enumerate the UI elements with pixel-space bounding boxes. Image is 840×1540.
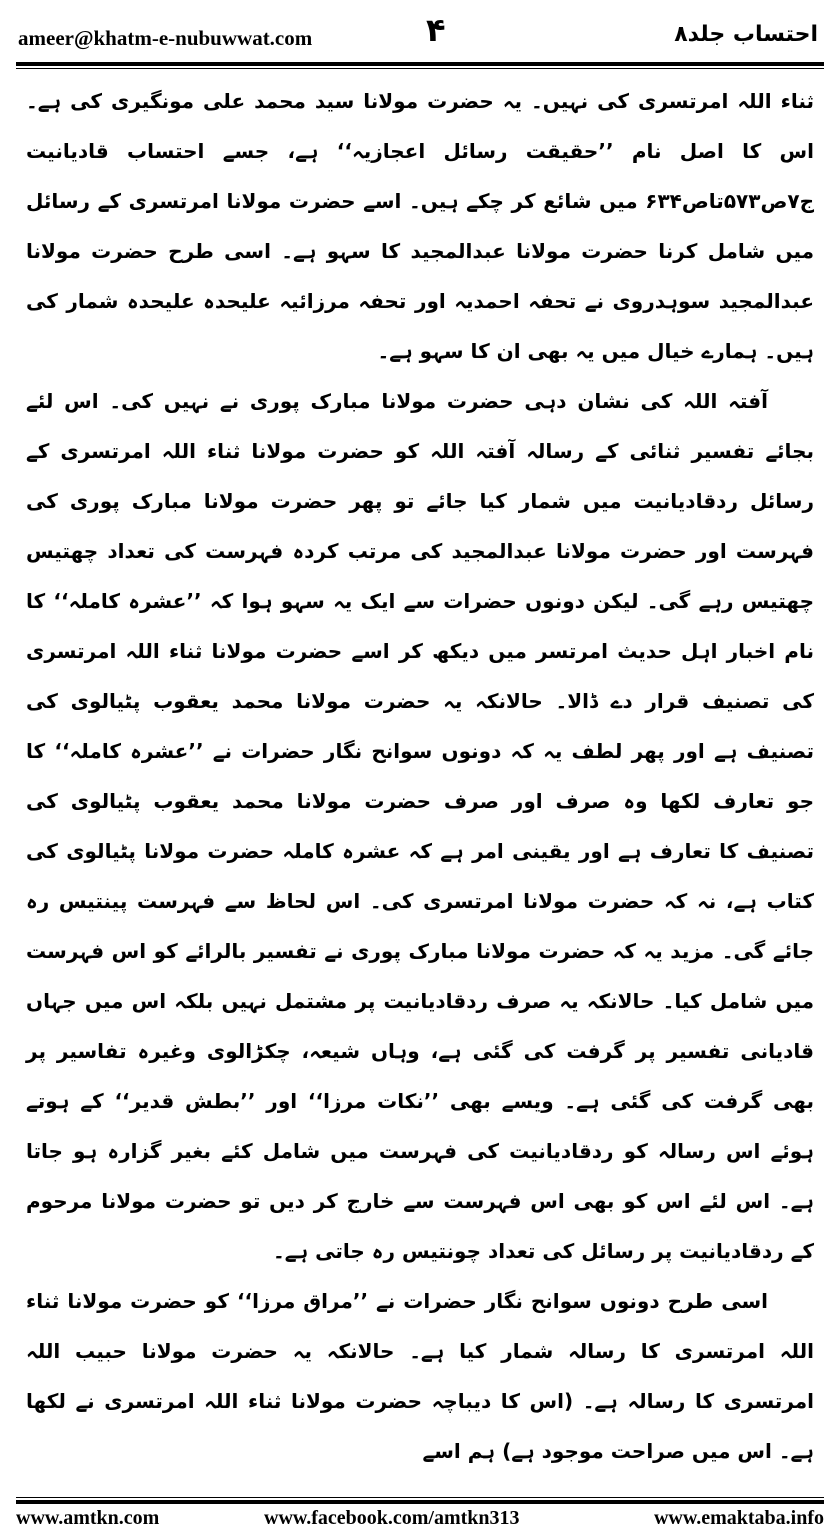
paragraph-2: آفتہ اللہ کی نشان دہی حضرت مولانا مبارک پوری نے نہیں کی۔ اس لئے بجائے تفسیر ثنائی کے رسالہ آفتہ اللہ کو حضرت مولانا ثناء اللہ امرتسری کے رسائل ردقادیانیت میں شمار کیا جائے تو پھر حضرت مولانا مبارک پوری کی فہرست اور حضرت مولانا عبدالمجید کی مرتب کردہ فہرست کی تعداد چھتیس چھتیس رہے گی۔ لیکن دونوں حضرات سے ایک یہ سہو ہوا کہ ’’عشرہ کاملہ‘‘ کا نام اخبار اہل حدیث امرتسر میں دیکھ کر اسے حضرت مولانا ثناء اللہ امرتسری کی تصنیف قرار دے ڈالا۔ حالانکہ یہ حضرت مولانا محمد یعقوب پٹیالوی کی تصنیف ہے اور پھر لطف یہ کہ دونوں سوانح نگار حضرات نے ’’عشرہ کاملہ‘‘ کا جو تعارف لکھا وہ صرف اور صرف حضرت مولانا محمد یعقوب پٹیالوی کی تصنیف کا تعارف ہے اور یقینی امر ہے کہ عشرہ کاملہ حضرت مولانا پٹیالوی کی کتاب ہے، نہ کہ حضرت مولانا امرتسری کی۔ اس لحاظ سے فہرست پینتیس رہ جائے گی۔ مزید یہ کہ حضرت مولانا مبارک پوری نے تفسیر بالرائے کو اس فہرست میں شامل کیا۔ حالانکہ یہ صرف ردقادیانیت پر مشتمل نہیں بلکہ اس میں جہاں قادیانی تفسیر پر گرفت کی گئی ہے، وہاں شیعہ، چکڑالوی وغیرہ تفاسیر پر بھی گرفت کی گئی ہے۔ ویسے بھی ’’نکات مرزا‘‘ اور ’’بطش قدیر‘‘ کے ہوتے ہوئے اس رسالہ کو ردقادیانیت کی فہرست میں شامل کئے بغیر گزارہ ہو جاتا ہے۔ اس لئے اس کو بھی اس فہرست سے خارج کر دیں تو حضرت مولانا مرحوم کے ردقادیانیت پر رسائل کی تعداد چونتیس رہ جاتی ہے۔ bbox=[26, 389, 814, 1263]
page-footer bbox=[16, 1507, 824, 1535]
paragraph-1: ثناء اللہ امرتسری کی نہیں۔ یہ حضرت مولانا سید محمد علی مونگیری کی ہے۔ اس کا اصل نام ’’حقیقت رسائل اعجازیہ‘‘ ہے، جسے احتساب قادیانیت ج۷ص۵۷۳تاص۶۳۴ میں شائع کر چکے ہیں۔ اسے حضرت مولانا امرتسری کے رسائل میں شامل کرنا حضرت مولانا عبدالمجید کا سہو ہے۔ اسی طرح حضرت مولانا عبدالمجید سوہدروی نے تحفہ احمدیہ اور تحفہ مرزائیہ علیحدہ علیحدہ شمار کی ہیں۔ ہمارے خیال میں یہ بھی ان کا سہو ہے۔ bbox=[26, 89, 814, 363]
footer-link-amtkn[interactable]: www.amtkn.com bbox=[16, 1507, 160, 1529]
header-email: ameer@khatm-e-nubuwwat.com bbox=[18, 26, 313, 50]
paragraph-3: اسی طرح دونوں سوانح نگار حضرات نے ’’مراق مرزا‘‘ کو حضرت مولانا ثناء اللہ امرتسری کا رسالہ شمار کیا ہے۔ حالانکہ یہ حضرت مولانا حبیب اللہ امرتسری کا رسالہ ہے۔ (اس کا دیباچہ حضرت مولانا ثناء اللہ امرتسری نے لکھا ہے۔ اس میں صراحت موجود ہے) ہم اسے bbox=[26, 1289, 814, 1463]
footer-link-emaktaba[interactable]: www.emaktaba.info bbox=[653, 1507, 824, 1529]
book-title: احتساب جلد۸ bbox=[674, 22, 818, 47]
footer-divider bbox=[16, 1497, 824, 1504]
page-header bbox=[18, 10, 818, 60]
footer-link-facebook[interactable]: www.facebook.com/amtkn313 bbox=[264, 1507, 520, 1529]
header-divider bbox=[16, 62, 824, 69]
page-body bbox=[26, 76, 814, 1476]
page-number: ۴ bbox=[426, 11, 446, 49]
